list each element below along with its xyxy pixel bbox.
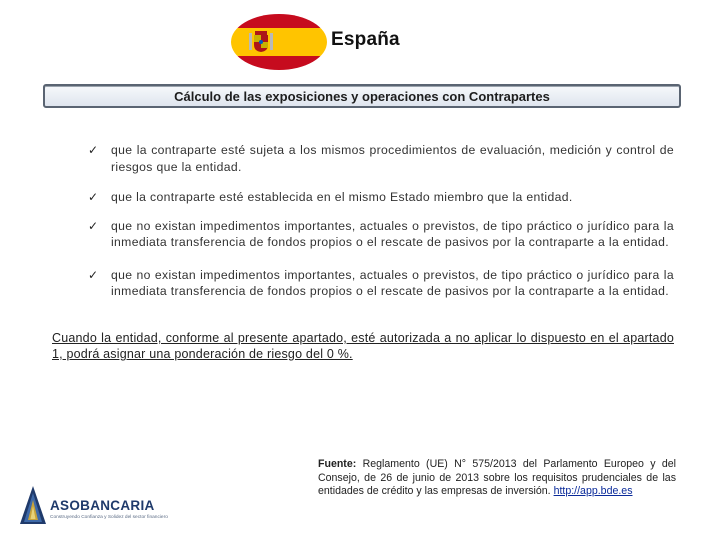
source-label: Fuente:: [318, 458, 357, 470]
list-item: [88, 142, 674, 175]
underlined-note: Cuando la entidad, conforme al presente apartado, esté autorizada a no aplicar lo dispuesto en el apartado 1, podrá asignar una ponderación de riesgo del 0 %.: [52, 331, 674, 361]
logo-mark-icon: [18, 484, 48, 528]
asobancaria-logo: [18, 484, 178, 532]
source-link[interactable]: http://app.bde.es: [553, 485, 633, 497]
logo-tagline: Construyendo Confianza y Solidez del sector financiero: [50, 515, 168, 520]
list-item: [88, 267, 674, 300]
page-title: España: [331, 29, 400, 50]
bullet-text: que la contraparte esté sujeta a los mismos procedimientos de evaluación, medición y control de riesgos que la entidad.: [111, 143, 674, 174]
check-icon: ✓: [88, 190, 99, 204]
list-item: [88, 189, 674, 206]
source-text: Reglamento (UE) N° 575/2013 del Parlamento Europeo y del Consejo, de 26 de junio de 2013 sobre los requisitos prudenciales de las entidades de crédito y las empresas de inversión.: [318, 458, 677, 497]
check-icon: ✓: [88, 267, 99, 282]
check-icon: ✓: [88, 143, 99, 157]
section-title-bar: [43, 84, 681, 108]
list-item: [88, 218, 674, 251]
bullet-list: [88, 142, 674, 300]
check-icon: ✓: [88, 218, 99, 233]
source-citation: [318, 458, 676, 499]
bullet-text: que no existan impedimentos importantes, actuales o previstos, de tipo práctico o jurídico para la inmediata transferencia de fondos propios o el rescate de pasivos por la contraparte a la entidad.: [111, 218, 674, 249]
bullet-text: que la contraparte esté establecida en el mismo Estado miembro que la entidad.: [111, 190, 573, 204]
bullet-text: que no existan impedimentos importantes, actuales o previstos, de tipo práctico o jurídico para la inmediata transferencia de fondos propios o el rescate de pasivos por la contraparte a la entidad.: [111, 267, 674, 298]
logo-name: ASOBANCARIA: [50, 498, 155, 513]
section-title: Cálculo de las exposiciones y operaciones con Contrapartes: [174, 88, 550, 104]
spain-flag-icon: [231, 14, 327, 70]
